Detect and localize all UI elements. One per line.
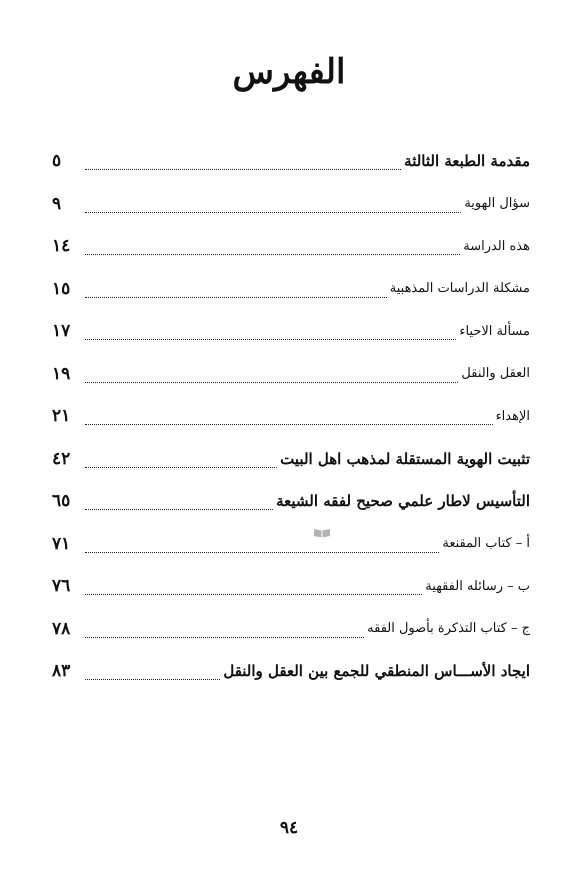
toc-entry-title: ج – كتاب التذكرة بأصول الفقه (367, 621, 530, 637)
toc-entry-page: ٧٦ (52, 576, 71, 597)
toc-entry-page: ٢١ (52, 406, 71, 427)
toc-entry (52, 353, 530, 396)
toc-entry-title: مسألة الاحياء (459, 323, 530, 339)
toc-entry-page: ٥ (52, 151, 62, 172)
table-of-contents (52, 140, 530, 693)
toc-entry (52, 565, 530, 608)
dot-leader (85, 414, 493, 425)
toc-entry (52, 225, 530, 268)
dot-leader (85, 287, 387, 298)
toc-entry (52, 183, 530, 226)
dot-leader (85, 627, 364, 638)
toc-entry-title: مقدمة الطبعة الثالثة (404, 152, 530, 171)
toc-entry-title: هذه الدراسة (463, 238, 530, 254)
toc-entry-page: ٧٨ (52, 618, 71, 639)
toc-entry-page: ١٧ (52, 321, 71, 342)
dot-leader (85, 542, 439, 553)
toc-entry-page: ٧١ (52, 533, 71, 554)
toc-entry-page: ٨٣ (52, 661, 71, 682)
toc-entry-page: ٤٢ (52, 448, 71, 469)
toc-entry-page: ٦٥ (52, 491, 71, 512)
toc-entry (52, 523, 530, 566)
dot-leader (85, 457, 277, 468)
dot-leader (85, 244, 460, 255)
dot-leader (85, 372, 458, 383)
dot-leader (85, 499, 273, 510)
toc-entry (52, 438, 530, 481)
dot-leader (85, 159, 401, 170)
toc-entry (52, 268, 530, 311)
toc-entry-title: أ – كتاب المقنعة (442, 536, 530, 552)
page-number: ٩٤ (279, 818, 299, 838)
toc-entry (52, 650, 530, 693)
toc-entry-title: سؤال الهوية (464, 196, 530, 212)
toc-entry-page: ١٤ (52, 236, 71, 257)
toc-entry-page: ١٩ (52, 363, 71, 384)
dot-leader (85, 584, 422, 595)
page-title: الفهرس (232, 52, 346, 92)
open-book-icon (313, 528, 331, 538)
dot-leader (85, 329, 456, 340)
toc-entry-title: مشكلة الدراسات المذهبية (389, 281, 530, 297)
toc-entry-title: تثبيت الهوية المستقلة لمذهب اهل البيت (280, 449, 530, 468)
toc-entry-title: الإهداء (495, 408, 530, 424)
dot-leader (85, 202, 461, 213)
toc-entry-title: ب – رسائله الفقهية (425, 578, 530, 594)
toc-entry (52, 140, 530, 183)
toc-entry (52, 310, 530, 353)
toc-entry (52, 395, 530, 438)
toc-entry-title: التأسيس لاطار علمي صحيح لفقه الشيعة (276, 492, 530, 511)
toc-entry-page: ٩ (52, 193, 62, 214)
toc-entry (52, 608, 530, 651)
dot-leader (85, 669, 220, 680)
toc-entry-title: العقل والنقل (461, 366, 530, 382)
toc-entry-page: ١٥ (52, 278, 71, 299)
toc-entry (52, 480, 530, 523)
toc-entry-title: ايجاد الأســـاس المنطقي للجمع بين العقل والنقل (223, 662, 530, 681)
